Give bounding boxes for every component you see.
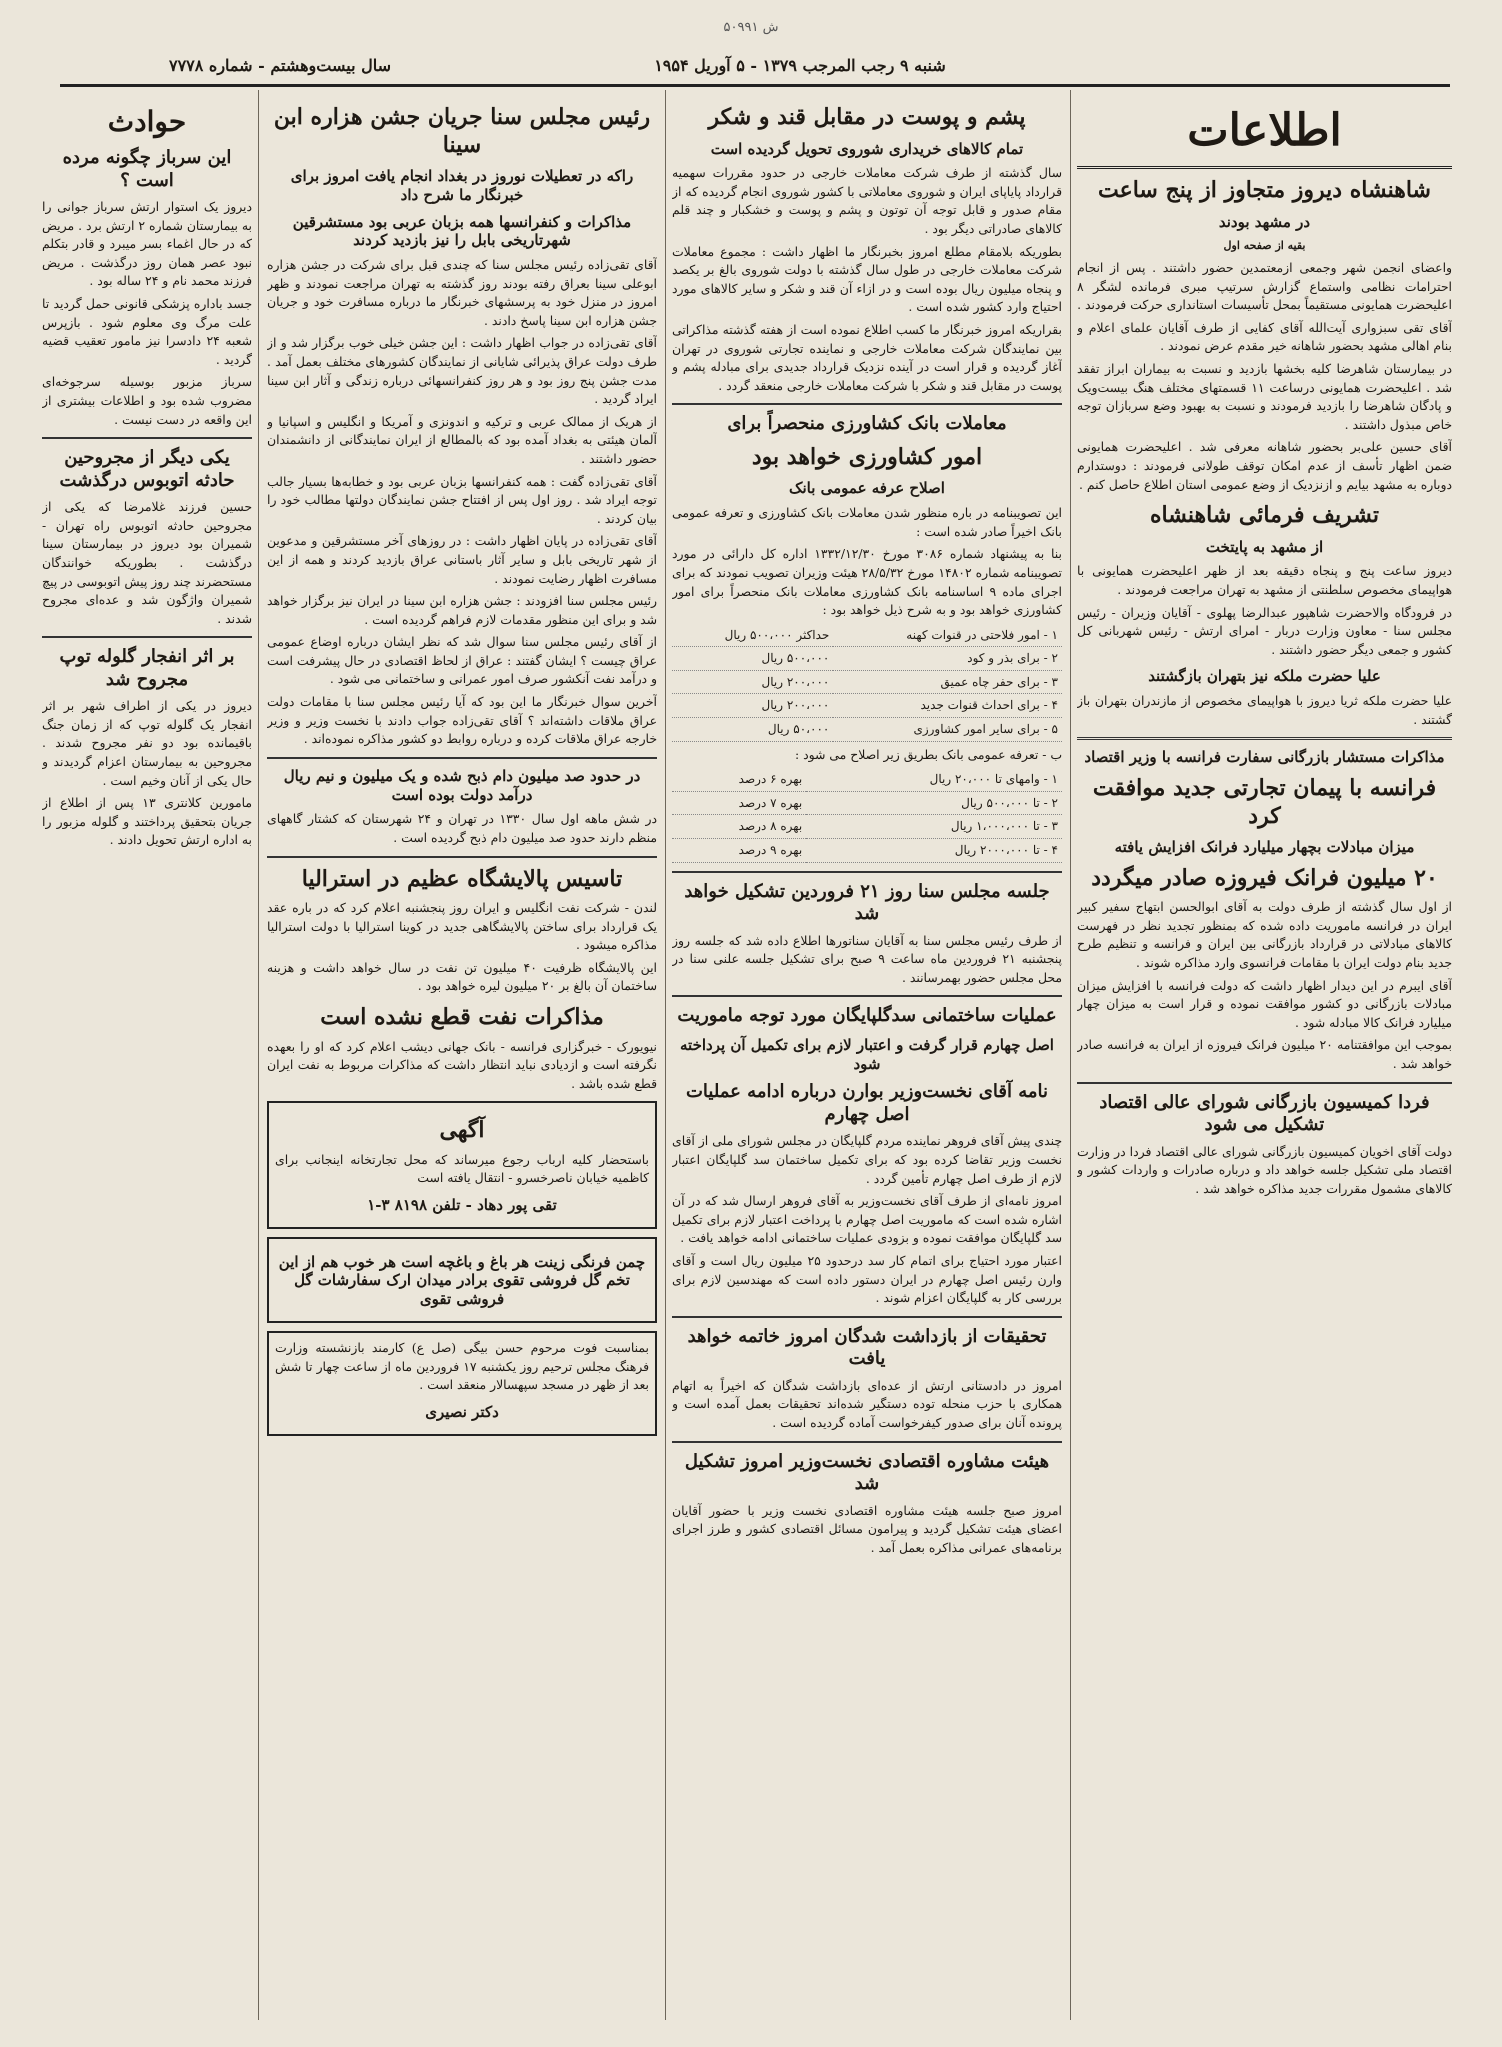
article-paragraph: از اول سال گذشته از طرف دولت به آقای ابوالحسن ابتهاج سفیر کبیر ایران در فرانسه ماموریت داده شده که بمنظور تجدید نظر در فهرست کالاهای مبادلاتی در قرارداد بازرگانی بین ایران و فرانسه و تنظیم طرح جدید بنام دولت ایران با مقامات فرانسوی وارد مذاکره شوند . <box>1077 899 1452 971</box>
subheadline: اصل چهارم قرار گرفت و اعتبار لازم برای تکمیل آن پرداخته شود <box>680 1035 1054 1073</box>
article-paragraph: جسد باداره پزشکی قانونی حمل گردید تا علت مرگ وی معلوم شود . بازپرس شعبه ۲۴ دادسرا نیز مامور تعقیب قضیه گردید . <box>42 295 252 367</box>
article-paragraph: حسین فرزند غلامرضا که یکی از مجروحین حادثه اتوبوس راه تهران - شمیران بود دیروز در بیمارستان سینا درگذشت . بطوریکه خوانندگان مستحضرند چند روز پیش اتوبوسی در پیچ شمیران واژگون شد و عده‌ای مجروح شدند . <box>42 499 252 626</box>
interest-rate-table <box>672 768 1062 862</box>
column-divider <box>665 90 666 2020</box>
divider <box>1077 1082 1452 1084</box>
article-paragraph: دیروز در یکی از اطراف شهر بر اثر انفجار یک گلوله توپ که از زمان جنگ باقیمانده بود دو نفر مجروح شدند . مجروحین به بیمارستان اعزام گردیدند و حال یکی از آنان وخیم است . <box>42 698 252 788</box>
ad-text: چمن فرنگی زینت هر باغ و باغچه است هر خوب هم از این تخم گل فروشی تقوی برادر میدان ارک سفارشات گل فروشی تقوی <box>278 1252 646 1309</box>
subheadline: در مشهد بودند <box>1218 212 1311 231</box>
subheadline: راکه در تعطیلات نوروز در بغداد انجام یافت امروز برای خبرنگار ما شرح داد <box>290 167 634 204</box>
advertisement <box>267 1237 657 1323</box>
continued-note: بقیه از صفحه اول <box>1223 239 1306 253</box>
column-divider <box>1070 90 1071 2020</box>
article-paragraph: سرباز مزبور بوسیله سرجوخه‌ای مضروب شده بود و اطلاعات بیشتری از این واقعه در دست نیست . <box>42 374 252 427</box>
article-paragraph: دیروز یک استوار ارتش سرباز جوانی را به بیمارستان شماره ۲ ارتش برد . مریض که در حال اغماء بسر میبرد و قادر بتکلم نبود عصر همان روز درگذشت . مریض فرزند محمد نام و ۲۴ ساله بود . <box>42 199 252 289</box>
headline: ۲۰ میلیون فرانک فیروزه صادر میگردد <box>1091 864 1438 891</box>
article-paragraph: نیویورک - خبرگزاری فرانسه - بانک جهانی دیشب اعلام کرد که او را بعهده نگرفته است و ازدیادی نباید انتظار داشت که مذاکرات مربوط به نفت ایران قطع شده باشد . <box>267 1038 657 1091</box>
ad-text: باستحضار کلیه ارباب رجوع میرساند که محل تجارتخانه اینجانب برای کاظمیه خیابان ناصرخسرو - انتقال یافته است <box>275 1151 649 1186</box>
headline: مذاکرات نفت قطع نشده است <box>320 1004 604 1030</box>
article-paragraph: لندن - شرکت نفت انگلیس و ایران روز پنجشنبه اعلام کرد که در باره عقد یک قرارداد برای ساختن پالایشگاهی جدید در کوینا استرالیا با دولت استرالیا مذاکره میشود . <box>267 900 657 953</box>
column-1 <box>1077 96 1452 2016</box>
article-paragraph: آقای حسین علی‌بر بحضور شاهانه معرفی شد . اعلیحضرت همایونی ضمن اظهار تأسف از عدم امکان توقف طولانی فرمودند : دوستدارم دوباره به مشهد بیایم و ازنزدیک از وضع عمومی استان اطلاع حاصل کنم . <box>1077 439 1452 492</box>
subheadline: از مشهد به پایتخت <box>1205 537 1324 556</box>
article-paragraph: امروز نامه‌ای از طرف آقای نخست‌وزیر به آقای فروهر ارسال شد که در آن اشاره شده است که ماموریت اصل چهارم با پرداخت اعتبار لازم برای تکمیل سد گلپایگان موافقت نموده و بزودی عملیات ساختمانی ادامه خواهد یافت . <box>672 1193 1062 1246</box>
column-3 <box>267 96 657 2016</box>
divider <box>672 1316 1062 1318</box>
headline: بر اثر انفجار گلوله توپ مجروح شد <box>59 646 235 690</box>
divider <box>672 1441 1062 1443</box>
article-paragraph: بموجب این موافقتنامه ۲۰ میلیون فرانک فیروزه از ایران به فرانسه صادر خواهد شد . <box>1077 1037 1452 1072</box>
divider <box>267 757 657 759</box>
divider <box>42 636 252 638</box>
divider <box>267 856 657 858</box>
article-paragraph: دیروز ساعت پنج و پنجاه دقیقه بعد از ظهر اعلیحضرت همایونی با هواپیمای مخصوص سلطنتی از مشهد به تهران مراجعت فرمودند . <box>1077 563 1452 597</box>
headline: تاسیس پالایشگاه عظیم در استرالیا <box>301 865 623 892</box>
article-paragraph: اعتبار مورد احتیاج برای اتمام کار سد درحدود ۲۵ میلیون ریال است و آقای وارن رئیس اصل چهارم در ایران دستور داده است که مهندسین لازم برای بررسی کار به گلپایگان اعزام شوند . <box>672 1252 1062 1306</box>
headline: نامه آقای نخست‌وزیر بوارن درباره ادامه عملیات اصل چهارم <box>685 1081 1049 1125</box>
article-paragraph: آقای تقی‌زاده در پایان اظهار داشت : در روزهای آخر مستشرقین و مدعوین از شهر تاریخی بابل و سایر آثار باستانی عراق بازدید کردند و همه از این مسافرت اظهار رضایت نمودند . <box>267 533 657 586</box>
headline: این سرباز چگونه مرده است ؟ <box>62 147 232 191</box>
article-paragraph: سال گذشته از طرف شرکت معاملات خارجی در حدود مقررات سهمیه قرارداد پایاپای ایران و شوروی معاملاتی با کشور شوروی انجام گردیده که از مقام صدور و قابل توجه آن توتون و پشم و پوست و خشکبار و چند قلم کالاهای صادراتی دیگر بود . <box>672 165 1062 237</box>
divider <box>672 995 1062 997</box>
headline: امور کشاورزی خواهد بود <box>751 443 983 470</box>
article-paragraph: بنا به پیشنهاد شماره ۳۰۸۶ مورخ ۱۳۳۲/۱۲/۳۰ اداره کل دارائی در مورد تصویبنامه شماره ۱۴۸۰۲ مورخ ۲۸/۵/۳۲ هیئت وزیران تصویب نمودند که برای اجرای ماده ۹ اساسنامه بانک کشاورزی معاملات بانک منحصراً برای امور کشاورزی خواهد بود و به شرح ذیل خواهد بود : <box>672 546 1062 618</box>
column-divider <box>258 90 259 2020</box>
article-paragraph: علیا حضرت ملکه ثریا دیروز با هواپیمای مخصوص از مازندران بتهران باز گشتند . <box>1077 693 1452 727</box>
dateline: شنبه ۹ رجب المرجب ۱۳۷۹ - ۵ آوریل ۱۹۵۴ <box>654 56 946 75</box>
divider <box>42 437 252 439</box>
article-paragraph: در فرودگاه والاحضرت شاهپور عبدالرضا پهلوی - آقایان وزیران - رئیس مجلس سنا - معاون وزارت دربار - امرای ارتش - رئیس شهربانی کل کشور و جمعی دیگر حضور داشتند . <box>1077 604 1452 657</box>
article-paragraph: آقای تقی سبزواری آیت‌الله آقای کفایی از طرف آقایان علمای اعلام و بنام اهالی مشهد بحضور شاهانه خیر مقدم عرض نمودند . <box>1077 319 1452 354</box>
subheadline: اصلاح عرفه عمومی بانک <box>789 479 945 498</box>
headline: فرانسه با پیمان تجارتی جدید موافقت کرد <box>1092 775 1437 829</box>
headline: جلسه مجلس سنا روز ۲۱ فروردین تشکیل خواهد شد <box>684 880 1050 925</box>
headline: فردا کمیسیون بازرگانی شورای عالی اقتصاد تشکیل می شود <box>1099 1091 1430 1136</box>
article-paragraph: بطوریکه بلامقام مطلع امروز بخبرنگار ما اظهار داشت : مجموع معاملات شرکت معاملات خارجی در طول سال گذشته با دولت شوروی بالغ بر یکصد و پنجاه میلیون ریال بوده است و در ازاء آن قند و شکر و سایر کالاهای مورد احتیاج وارد کشور شده است . <box>672 243 1062 315</box>
headline: یکی دیگر از مجروحین حادثه اتوبوس درگذشت <box>59 447 235 491</box>
notice-signature: دکتر نصیری <box>425 1402 499 1421</box>
article-paragraph: در بیمارستان شاهرضا کلیه بخشها بازدید و نسبت به بیماران ابراز تفقد شد . اعلیحضرت همایونی درساعت ۱۱ قسمتهای مختلف هنگ بیست‌ویک و پادگان شاهرضا را بازدید فرمودند و نسبت به بهبود وضع سربازان توجه خاص مبذول داشتند . <box>1077 360 1452 432</box>
subheadline: میزان مبادلات بچهار میلیارد فرانک افزایش یافته <box>1114 838 1415 857</box>
article-paragraph: این تصویبنامه در باره منظور شدن معاملات بانک کشاورزی و تعرفه عمومی بانک اخیراً صادر شده است : <box>672 505 1062 539</box>
column-2 <box>672 96 1062 2016</box>
article-paragraph: از آقای رئیس مجلس سنا سوال شد که نظر ایشان درباره اوضاع عمومی عراق چیست ؟ ایشان گفتند : عراق از لحاظ اقتصادی در حال پیشرفت است و درآمد نفت آنکشور صرف امور عمرانی و ساختمانی می شود . <box>267 634 657 687</box>
divider <box>672 403 1062 405</box>
article-paragraph: این پالایشگاه ظرفیت ۴۰ میلیون تن نفت در سال خواهد داشت و هزینه ساختمان آن بالغ بر ۲۰ میلیون لیره خواهد بود . <box>267 959 657 994</box>
headline: تحقیقات از بازداشت شدگان امروز خاتمه خواهد یافت <box>687 1325 1047 1370</box>
ad-title: آگهی <box>439 1117 485 1144</box>
table-row: ۴ - تا ۲۰۰۰،۰۰۰ ریال بهره ۹ درصد <box>672 839 1062 863</box>
article-paragraph: در شش ماهه اول سال ۱۳۳۰ در تهران و ۲۴ شهرستان که کشتار گاههای منظم دارند حدود صد میلیون دام ذبح گردیده است . <box>267 811 657 845</box>
headline: معاملات بانک کشاورزی منحصراً برای <box>727 413 1007 435</box>
headline: تشریف فرمائی شاهنشاه <box>1150 502 1379 529</box>
article-paragraph: آقای تقی‌زاده گفت : همه کنفرانسها بزبان عربی بود و خطابه‌ها بسیار جالب توجه ایراد شد . روز اول پس از افتتاح جشن نمایندگان دولتها مطالب خود را بیان کردند . <box>267 473 657 526</box>
death-notice <box>267 1331 657 1436</box>
article-paragraph: امروز در دادستانی ارتش از عده‌ای بازداشت شدگان که اخیراً به اتهام همکاری با حزب منحله توده دستگیر شده‌اند تحقیقات بعمل آمده است و پرونده آنان برای صدور کیفرخواست آماده گردیده است . <box>672 1377 1062 1430</box>
section-title: حوادث <box>107 105 187 138</box>
headline: هیئت مشاوره اقتصادی نخست‌وزیر امروز تشکیل شد <box>684 1450 1050 1495</box>
notice-text: بمناسبت فوت مرحوم حسن بیگی (صل ع) کارمند بازنشسته وزارت فرهنگ مجلس ترحیم روز یکشنبه ۱۷ فروردین ماه از ساعت چهار تا شش بعد از ظهر در مسجد سپهسالار منعقد است . <box>275 1339 649 1393</box>
column-4 <box>42 96 252 2016</box>
article-paragraph: چندی پیش آقای فروهر نماینده مردم گلپایگان در مجلس شورای ملی از آقای نخست وزیر تقاضا کرده بود که برای تکمیل ساختمان سد گلپایگان اعتبار لازم از طرف اصل چهارم تأمین گردد . <box>672 1133 1062 1186</box>
article-paragraph: رئیس مجلس سنا افزودند : جشن هزاره ابن سینا در ایران نیز برگزار خواهد شد و برای این منظور مقدمات لازم فراهم گردیده است . <box>267 593 657 627</box>
table-row: ۱ - امور فلاحتی در قنوات کهنه حداکثر ۵۰۰،۰۰۰ ریال <box>672 624 1062 647</box>
article-paragraph: بقراریکه امروز خبرنگار ما کسب اطلاع نموده است از هفته گذشته مذاکراتی بین نمایندگان شرکت معاملات خارجی و نماینده تجارتی شوروی در تهران آغاز گردیده و قرار است در آینده نزدیک قرارداد جدیدی برای مبادله پشم و پوست در مقابل قند و شکر با شرکت معاملات خارجی منعقد گردد . <box>672 322 1062 393</box>
headline: شاهنشاه دیروز متجاوز از پنج ساعت <box>1098 177 1431 203</box>
subheadline: مذاکرات و کنفرانسها همه بزبان عربی بود مستشرقین شهرتاریخی بابل را نیز بازدید کردند <box>292 212 632 250</box>
article-paragraph: آقای تقی‌زاده رئیس مجلس سنا که چندی قبل برای شرکت در جشن هزاره ابوعلی سینا بعراق رفته بودند روز گذشته به تهران مراجعت نمودند و ظهر امروز در منزل خود به پرسشهای خبرنگار ما درباره مسافرت خود و جریان جشن هزاره ابن سینا پاسخ دادند . <box>267 257 657 328</box>
headline: در حدود صد میلیون دام ذبح شده و یک میلیون و نیم ریال درآمد دولت بوده است <box>283 766 641 804</box>
divider <box>672 871 1062 873</box>
table-row: ۲ - تا ۵۰۰،۰۰۰ ریال بهره ۷ درصد <box>672 791 1062 815</box>
headline: مذاکرات مستشار بازرگانی سفارت فرانسه با وزیر اقتصاد <box>1084 748 1445 767</box>
subheadline: تمام کالاهای خریداری شوروی تحویل گردیده است <box>710 139 1024 158</box>
article-paragraph: آقای تقی‌زاده در جواب اظهار داشت : این جشن خیلی خوب برگزار شد و از طرف دولت عراق پذیرائی شایانی از نمایندگان کشورهای مختلف بعمل آمد . مدت جشن پنج روز بود و هر روز کنفرانسهائی درباره زندگی و آثار ابن سینا ایراد گردید . <box>267 335 657 407</box>
article-paragraph: آخرین سوال خبرنگار ما این بود که آیا رئیس مجلس سنا با مقامات دولت عراق ملاقات داشته‌اند ؟ آقای تقی‌زاده جواب دادند با نخست وزیر و وزیر خارجه عراق ملاقات کرده و درباره روابط دو کشور مذاکره نموده‌اند . <box>267 694 657 747</box>
article-paragraph: دولت آقای اخویان کمیسیون بازرگانی شورای عالی اقتصاد فردا در وزارت اقتصاد ملی تشکیل جلسه خواهد داد و درباره صادرات و واردات کشور و کالاهای مشمول مقررات جدید مذاکره خواهد شد . <box>1077 1143 1452 1196</box>
article-paragraph: ب - تعرفه عمومی بانک بطریق زیر اصلاح می شود : <box>794 746 1062 762</box>
headline: رئیس مجلس سنا جریان جشن هزاره ابن سینا <box>273 104 651 158</box>
article-paragraph: از طرف رئیس مجلس سنا به آقایان سناتورها اطلاع داده شد که جلسه روز پنجشنبه ۲۱ فروردین ماه ساعت ۹ صبح برای تشکیل جلسه علنی سنا در محل مجلس حضور بهمرسانند . <box>672 932 1062 985</box>
table-row: ۲ - برای بذر و کود ۵۰۰،۰۰۰ ریال <box>672 647 1062 671</box>
issue-number: سال بیست‌وهشتم - شماره ۷۷۷۸ <box>168 56 392 75</box>
table-row: ۱ - وامهای تا ۲۰،۰۰۰ ریال بهره ۶ درصد <box>672 768 1062 791</box>
ad-contact: تقی پور دهاد - تلفن ۸۱۹۸ ۳-۱ <box>367 1195 557 1214</box>
headline: پشم و پوست در مقابل قند و شکر <box>708 104 1026 130</box>
advertisement <box>267 1101 657 1228</box>
article-paragraph: آقای ایبرم در این دیدار اظهار داشت که دولت فرانسه با افزایش میزان مبادلات بازرگانی دو کشور موافقت نموده و قرار است به میزان چهار میلیارد فرانک کالا مبادله شود . <box>1077 977 1452 1030</box>
top-rule <box>60 84 1450 87</box>
page-number: ش ۵۰۹۹۱ <box>723 20 779 35</box>
table-row: ۵ - برای سایر امور کشاورزی ۵۰،۰۰۰ ریال <box>672 718 1062 742</box>
table-row: ۴ - برای احداث قنوات جدید ۲۰۰،۰۰۰ ریال <box>672 694 1062 718</box>
headline: عملیات ساختمانی سدگلپایگان مورد توجه ماموریت <box>677 1005 1057 1027</box>
article-paragraph: واعضای انجمن شهر وجمعی ازمعتمدین حضور داشتند . پس از انجام احترامات نظامی واستماع گزارش سرتیپ مبری فرمانده لشگر ۸ اعلیحضرت همایونی مستقیماً بمحل تأسیسات استانداری حرکت فرمودند . <box>1077 260 1452 313</box>
subheadline: علیا حضرت ملکه نیز بتهران بازگشتند <box>1148 667 1381 686</box>
newspaper-logo: اطلاعات <box>1077 96 1452 169</box>
table-row: ۳ - برای حفر چاه عمیق ۲۰۰،۰۰۰ ریال <box>672 670 1062 694</box>
divider <box>1077 737 1452 740</box>
article-paragraph: امروز صبح جلسه هیئت مشاوره اقتصادی نخست وزیر با حضور آقایان اعضای هیئت تشکیل گردید و پیرامون مسائل اقتصادی کشور و طرز اجرای برنامه‌های عمرانی مذاکره بعمل آمد . <box>672 1502 1062 1555</box>
loan-limits-table <box>672 624 1062 742</box>
table-row: ۳ - تا ۱،۰۰۰،۰۰۰ ریال بهره ۸ درصد <box>672 815 1062 839</box>
article-paragraph: از هریک از ممالک عربی و ترکیه و اندونزی و آمریکا و انگلیس و اسپانیا و آلمان هیئتی به بغداد آمده بود که بالمطالع از ایران نمایندگانی از دانشمندان حضور داشتند . <box>267 413 657 466</box>
article-paragraph: مامورین کلانتری ۱۳ پس از اطلاع از جریان بتحقیق پرداختند و گلوله مزبور را به اداره ارتش تحویل دادند . <box>42 795 252 848</box>
